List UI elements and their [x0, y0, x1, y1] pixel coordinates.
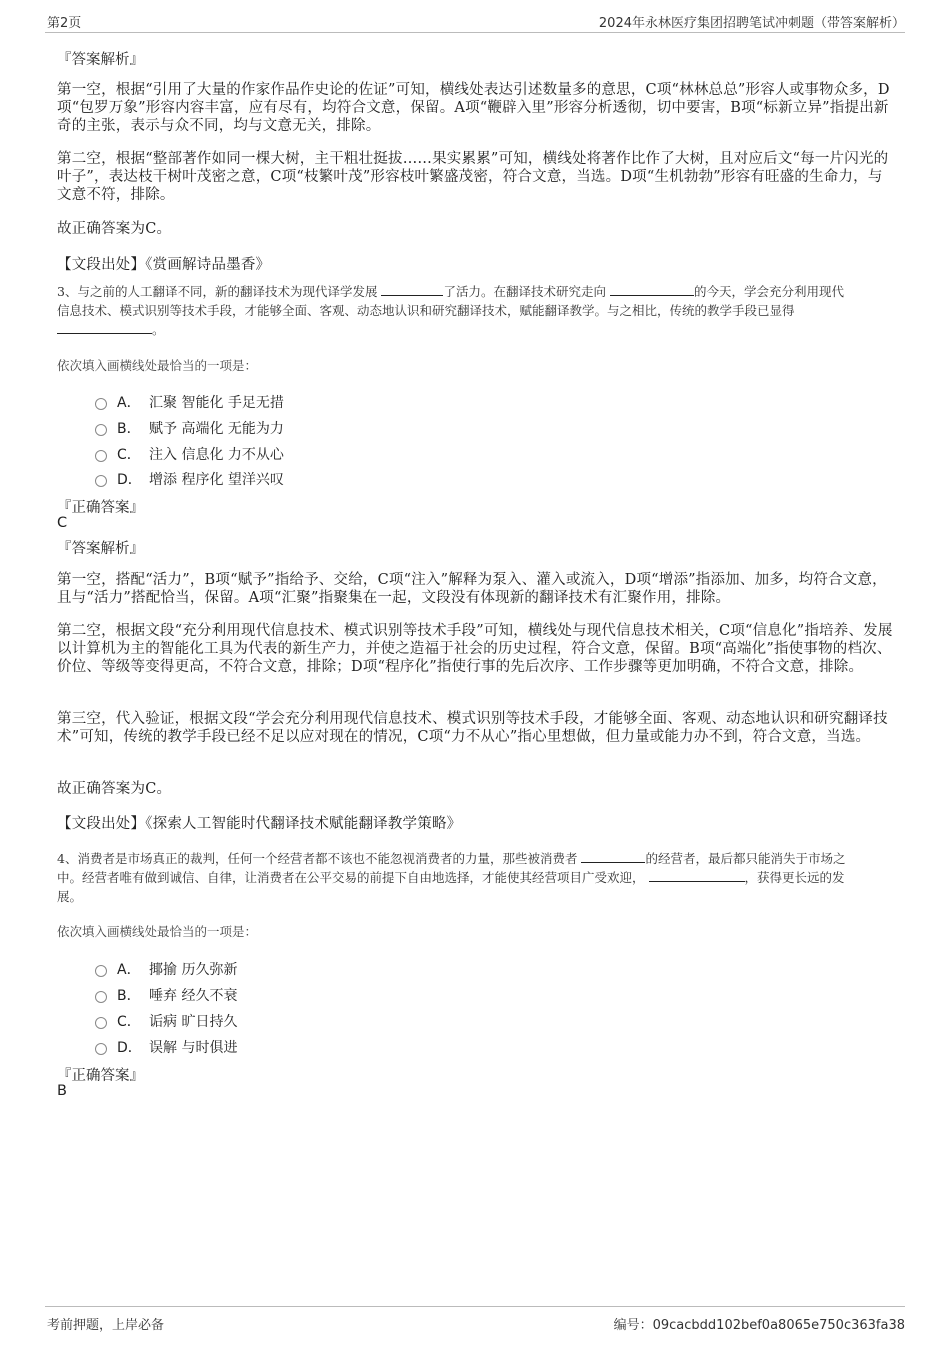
q3-stem-part-b: 了活力。在翻译技术研究走向 [443, 284, 606, 299]
option-letter: A． [117, 962, 141, 978]
q3-answer: C [57, 515, 68, 531]
radio-icon[interactable] [95, 424, 107, 436]
page-number: 第2页 [47, 16, 82, 31]
q4-answer: B [57, 1083, 67, 1099]
radio-icon[interactable] [95, 1017, 107, 1029]
q2-analysis-label: 『答案解析』 [57, 52, 144, 68]
radio-icon[interactable] [95, 450, 107, 462]
q3-stem [57, 282, 902, 339]
option-text: 揶揄 历久弥新 [149, 962, 238, 978]
document-title: 2024年永林医疗集团招聘笔试冲刺题（带答案解析） [598, 16, 905, 31]
option-letter: D． [117, 1040, 142, 1056]
option-letter: D． [117, 472, 142, 488]
q3-analysis-p1: 第一空，搭配“活力”，B项“赋予”指给予、交给，C项“注入”解释为泵入、灌入或流入，D项“增添”指添加、加多，均符合文意，且与“活力”搭配恰当，保留。A项“汇聚”指聚集在一起，文段没有体现新的翻译技术有汇聚作用，排除。 [57, 572, 887, 606]
footer-slogan: 考前押题，上岸必备 [47, 1318, 165, 1333]
radio-icon[interactable] [95, 475, 107, 487]
option-text: 误解 与时俱进 [149, 1040, 238, 1056]
option-text: 赋予 高端化 无能为力 [149, 421, 284, 437]
option-text: 唾弃 经久不衰 [149, 988, 238, 1004]
q3-prompt: 依次填入画横线处最恰当的一项是： [57, 358, 258, 373]
q3-blank-2 [610, 283, 694, 296]
q4-stem-part-b: 的经营者，最后都只能消失于市场之 [645, 851, 846, 866]
q3-option-c[interactable] [95, 444, 284, 464]
document-id: 编号：09cacbdd102bef0a8065e750c363fa38 [613, 1318, 905, 1333]
q4-option-c[interactable] [95, 1011, 237, 1031]
q4-stem-part-d: ，获得更长远的发 [744, 870, 845, 885]
option-letter: B． [117, 421, 141, 437]
q3-answer-label: 『正确答案』 [57, 500, 144, 516]
q3-stem-part-d: 信息技术、模式识别等技术手段，才能够全面、客观、动态地认识和研究翻译技术，赋能翻译教学。与之相比，传统的教学手段已显得 [57, 303, 795, 318]
q4-option-b[interactable] [95, 985, 237, 1005]
q3-stem-part-c: 的今天，学会充分利用现代 [693, 284, 844, 299]
option-text: 诟病 旷日持久 [149, 1014, 238, 1030]
q3-analysis-label: 『答案解析』 [57, 541, 144, 557]
q2-analysis-p2: 第二空，根据“整部著作如同一棵大树，主干粗壮挺拔……果实累累”可知，横线处将著作比作了大树，且对应后文“每一片闪光的叶子”，表达枝干树叶茂密之意，C项“枝繁叶茂”形容枝叶繁盛茂密，符合文意，当选。D项“生机勃勃”形容有旺盛的生命力，与文意不符，排除。 [57, 151, 889, 203]
q3-option-d[interactable] [95, 469, 284, 489]
q3-blank-1 [381, 283, 443, 296]
option-letter: C． [117, 447, 141, 463]
header-divider [45, 32, 905, 33]
q4-blank-2 [649, 869, 745, 882]
radio-icon[interactable] [95, 398, 107, 410]
q3-analysis-p2: 第二空，根据文段“充分利用现代信息技术、模式识别等技术手段”可知，横线处与现代信息技术相关，C项“信息化”指培养、发展以计算机为主的智能化工具为代表的新生产力，并使之造福于社会的历史过程，符合文意，保留。B项“高端化”指使事物的档次、价位、等级等变得更高，不符合文意，排除；D项“程序化”指使行事的先后次序、工作步骤等更加明确，不符合文意，排除。 [57, 623, 893, 675]
option-letter: C． [117, 1014, 141, 1030]
option-text: 汇聚 智能化 手足无措 [149, 395, 284, 411]
q4-stem-part-a: 4、消费者是市场真正的裁判，任何一个经营者都不该也不能忽视消费者的力量，那些被消费者 [57, 851, 578, 866]
q4-prompt: 依次填入画横线处最恰当的一项是： [57, 924, 258, 939]
q4-blank-1 [581, 850, 645, 863]
q2-source: 【文段出处】《赏画解诗品墨香》 [57, 257, 271, 273]
q3-blank-3 [57, 321, 152, 334]
q4-answer-label: 『正确答案』 [57, 1068, 144, 1084]
q4-option-d[interactable] [95, 1037, 237, 1057]
q3-source: 【文段出处】《探索人工智能时代翻译技术赋能翻译教学策略》 [57, 816, 462, 832]
q3-conclusion: 故正确答案为C。 [57, 781, 172, 797]
radio-icon[interactable] [95, 991, 107, 1003]
option-letter: B． [117, 988, 141, 1004]
option-text: 增添 程序化 望洋兴叹 [149, 472, 284, 488]
q4-stem [57, 849, 902, 906]
radio-icon[interactable] [95, 1043, 107, 1055]
q3-option-a[interactable] [95, 392, 284, 412]
q3-stem-part-a: 3、与之前的人工翻译不同，新的翻译技术为现代译学发展 [57, 284, 378, 299]
q3-option-b[interactable] [95, 418, 284, 438]
radio-icon[interactable] [95, 965, 107, 977]
q4-stem-part-c: 中。经营者唯有做到诚信、自律，让消费者在公平交易的前提下自由地选择，才能使其经营项目广受欢迎， [57, 870, 645, 885]
q2-analysis-p1: 第一空，根据“引用了大量的作家作品作史论的佐证”可知，横线处表达引述数量多的意思，C项“林林总总”形容人或事物众多，D项“包罗万象”形容内容丰富，应有尽有，均符合文意，保留。A项“鞭辟入里”形容分析透彻，切中要害，B项“标新立异”指提出新奇的主张，表示与众不同，均与文意无关，排除。 [57, 82, 890, 134]
q4-option-a[interactable] [95, 959, 237, 979]
option-letter: A． [117, 395, 141, 411]
footer-divider [45, 1306, 905, 1307]
q2-conclusion: 故正确答案为C。 [57, 221, 172, 237]
q3-stem-part-e: 。 [152, 322, 165, 337]
q3-analysis-p3: 第三空，代入验证，根据文段“学会充分利用现代信息技术、模式识别等技术手段，才能够全面、客观、动态地认识和研究翻译技术”可知，传统的教学手段已经不足以应对现在的情况，C项“力不从心”指心里想做，但力量或能力办不到，符合文意，当选。 [57, 711, 888, 745]
option-text: 注入 信息化 力不从心 [149, 447, 284, 463]
q4-stem-part-e: 展。 [57, 889, 83, 904]
